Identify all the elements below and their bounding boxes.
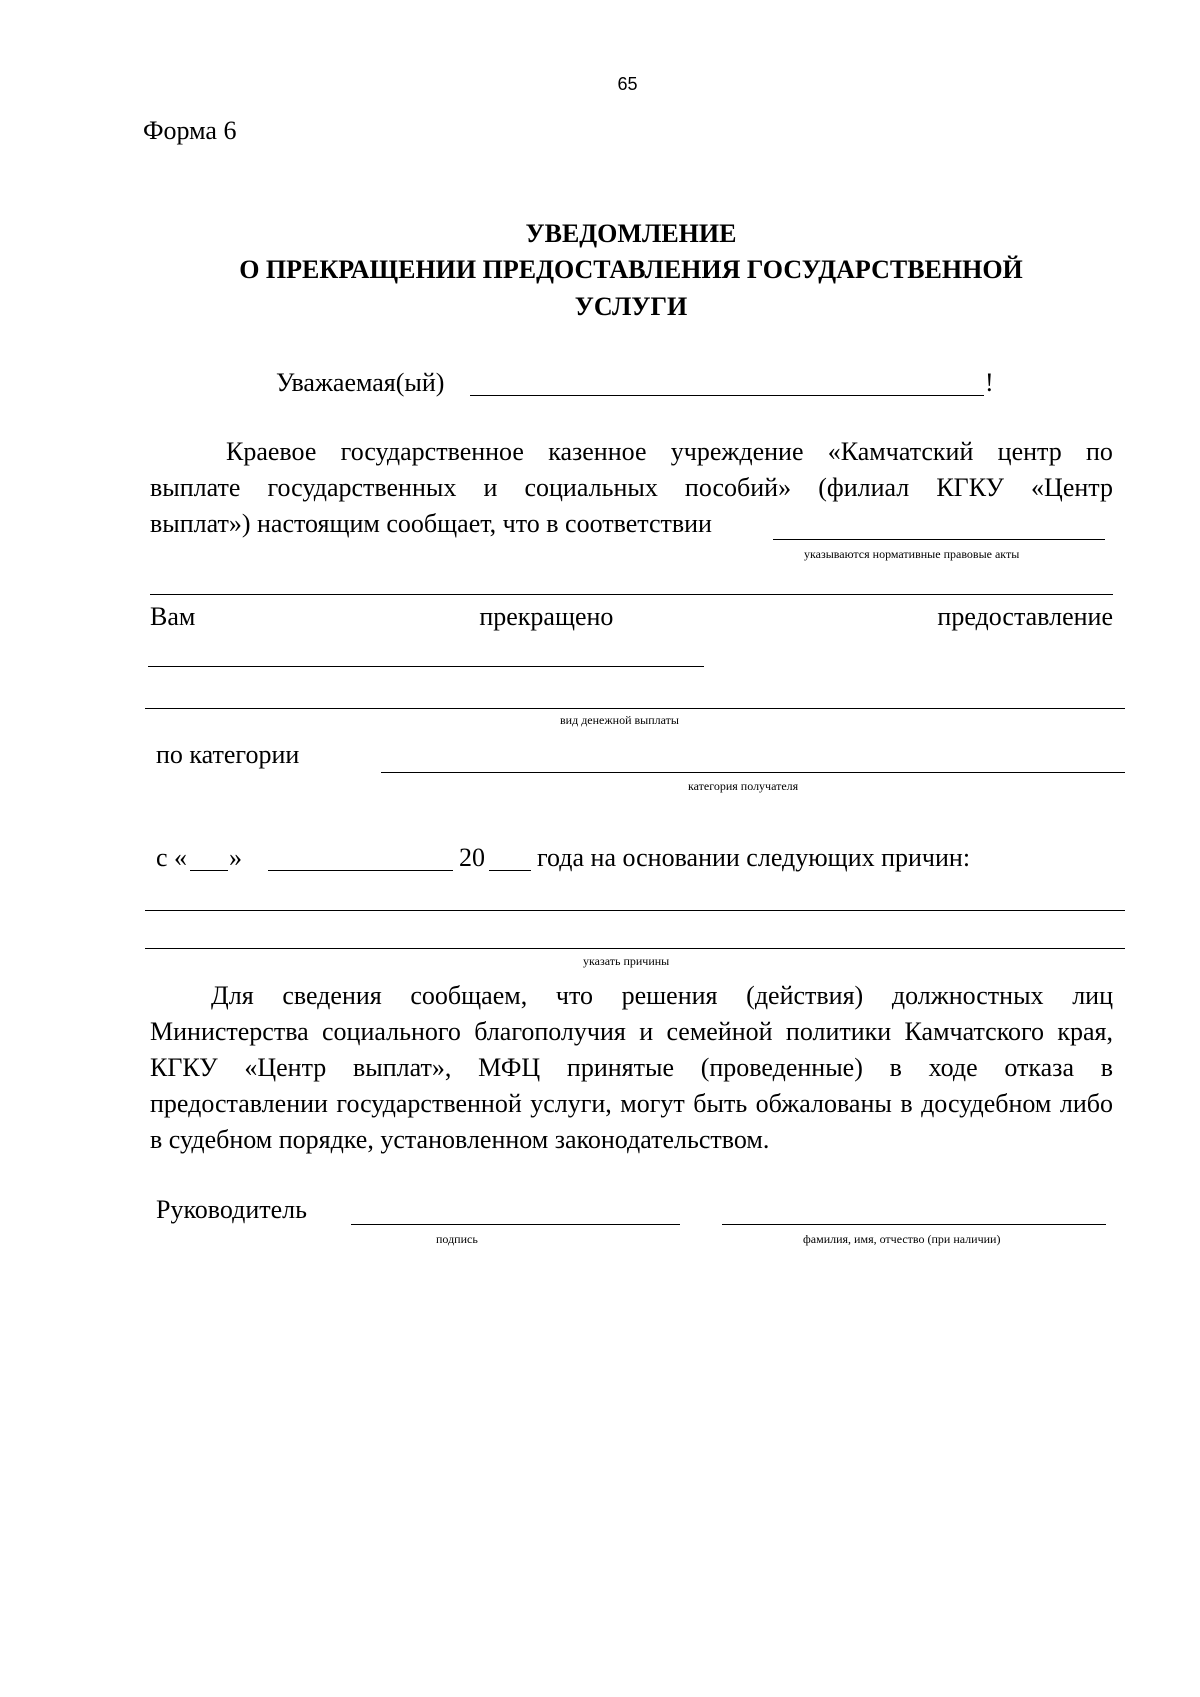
greeting-suffix: ! <box>985 368 994 397</box>
intro-line-1-word-1: Краевое <box>226 437 317 466</box>
signature-label: Руководитель <box>156 1195 307 1224</box>
termination-word-3: предоставление <box>937 602 1113 631</box>
intro-line-2-word-1: выплате <box>150 473 241 502</box>
intro-line-1-word-5: «Камчатский <box>827 437 974 466</box>
payment-type-caption: вид денежной выплаты <box>560 713 679 727</box>
intro-line-1 <box>150 434 1113 470</box>
document-title-line-2: О ПРЕКРАЩЕНИИ ПРЕДОСТАВЛЕНИЯ ГОСУДАРСТВЕННОЙ <box>239 255 1023 284</box>
payment-type-line-2[interactable] <box>145 708 1125 709</box>
category-caption: категория получателя <box>688 779 799 793</box>
appeal-paragraph <box>150 978 1113 1158</box>
intro-line-2-word-8: «Центр <box>1031 473 1113 502</box>
appeal-text: Для сведения сообщаем, что решения (действия) должностных лиц Министерства социального благополучия и семейной политики Камчатского края, КГКУ «Центр выплат», МФЦ принятые (проведенные) в ходе отказа в предоставлении государственной услуги, могут быть обжалованы в досудебном либо в судебном порядке, установленном законодательством. <box>150 981 1113 1154</box>
date-year-line[interactable] <box>489 870 531 871</box>
legal-acts-line-continued[interactable] <box>150 594 1113 595</box>
intro-line-2-word-5: пособий» <box>684 473 792 502</box>
document-title-line-3: УСЛУГИ <box>574 292 688 321</box>
date-day-line[interactable] <box>190 870 228 871</box>
termination-line <box>150 599 1113 635</box>
greeting-prefix: Уважаемая(ый) <box>276 368 445 397</box>
category-label: по категории <box>156 740 300 769</box>
termination-word-2: прекращено <box>479 602 614 631</box>
legal-acts-line[interactable] <box>773 539 1105 540</box>
full-name-caption: фамилия, имя, отчество (при наличии) <box>803 1232 1001 1246</box>
date-year-prefix: 20 <box>459 843 485 872</box>
date-mid: » <box>229 843 242 872</box>
intro-line-1-word-2: государственное <box>340 437 524 466</box>
termination-word-1: Вам <box>150 602 196 631</box>
intro-line-1-word-4: учреждение <box>670 437 804 466</box>
signature-line[interactable] <box>351 1224 680 1225</box>
intro-line-2 <box>150 470 1113 506</box>
category-line[interactable] <box>381 772 1125 773</box>
page-number: 65 <box>617 74 638 94</box>
legal-acts-caption: указываются нормативные правовые акты <box>804 547 1020 561</box>
reasons-line-1[interactable] <box>145 910 1125 911</box>
reasons-line-2[interactable] <box>145 948 1125 949</box>
date-prefix: с « <box>156 843 188 872</box>
intro-line-2-word-6: (филиал <box>818 473 910 502</box>
intro-line-2-word-7: КГКУ <box>936 473 1004 502</box>
intro-line-1-word-7: по <box>1086 437 1113 466</box>
intro-line-2-word-2: государственных <box>267 473 457 502</box>
document-title-line-1: УВЕДОМЛЕНИЕ <box>525 219 737 248</box>
intro-line-2-word-3: и <box>483 473 498 502</box>
date-suffix: года на основании следующих причин: <box>537 843 971 872</box>
intro-paragraph <box>150 434 1113 506</box>
payment-type-line-1[interactable] <box>148 666 704 667</box>
intro-line-3: выплат») настоящим сообщает, что в соответствии <box>150 509 712 538</box>
intro-line-1-word-3: казенное <box>548 437 647 466</box>
form-label: Форма 6 <box>143 116 237 145</box>
intro-line-1-word-6: центр <box>997 437 1062 466</box>
signature-caption: подпись <box>436 1232 478 1246</box>
date-month-line[interactable] <box>268 870 453 871</box>
full-name-line[interactable] <box>722 1224 1106 1225</box>
intro-line-2-word-4: социальных <box>524 473 658 502</box>
reasons-caption: указать причины <box>583 954 670 968</box>
recipient-name-line[interactable] <box>470 395 984 396</box>
